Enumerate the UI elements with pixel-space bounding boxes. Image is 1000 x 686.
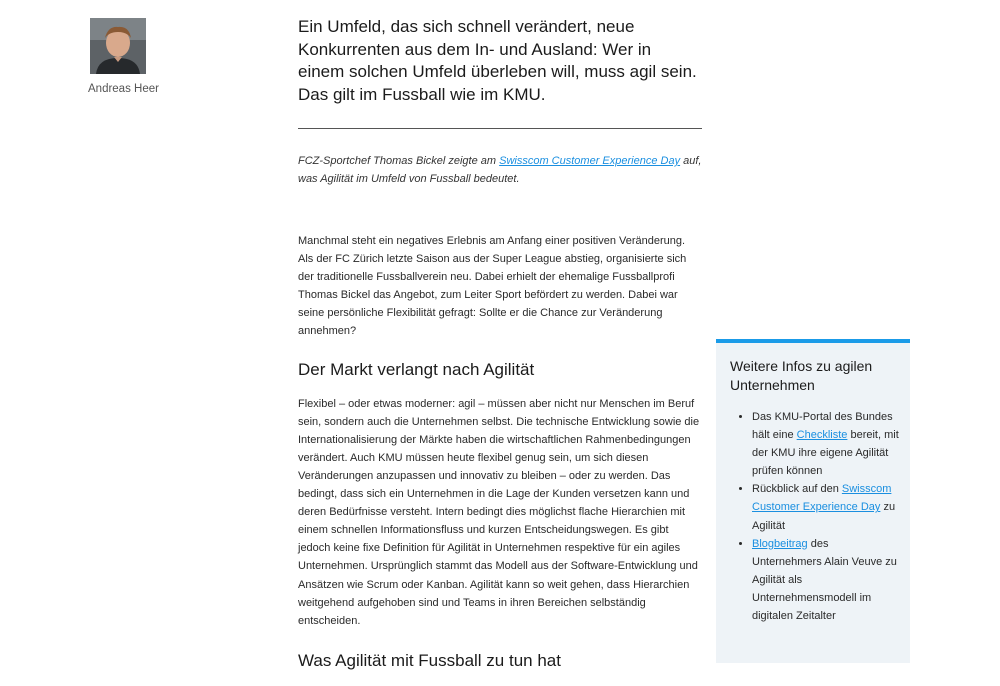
item-text-after: zu Agilität (752, 501, 896, 532)
info-box-title: Weitere Infos zu agilen Unternehmen (730, 358, 873, 393)
author-block (88, 18, 188, 95)
article-lead: Ein Umfeld, das sich schnell verändert, neue Konkurrenten aus dem In- und Ausland: Wer in einem solchen Umfeld überleben will, muss agil sein. Das gilt im Fussball wie im KMU. (298, 16, 702, 129)
list-item (752, 408, 900, 480)
list-item (752, 535, 900, 625)
customer-experience-day-link[interactable]: Swisscom Customer Experience Day (499, 155, 681, 167)
customer-experience-day-link[interactable]: Swisscom Customer Experience Day (752, 483, 892, 514)
author-name: Andreas Heer (88, 83, 159, 95)
item-text-before: Das KMU-Portal des Bundes hält eine (752, 411, 893, 442)
info-box-list (716, 408, 910, 625)
caption-text-before: FCZ-Sportchef Thomas Bickel zeigte am (298, 155, 500, 167)
info-box (716, 339, 910, 663)
item-text-after: bereit, mit der KMU ihre eigene Agilität prüfen können (752, 429, 899, 478)
checkliste-link[interactable]: Checkliste (796, 429, 848, 442)
video-caption (298, 152, 702, 188)
avatar (90, 18, 146, 74)
caption-text-after: auf, was Agilität im Umfeld von Fussball bedeutet. (298, 155, 702, 185)
heading-markt-agilitaet: Der Markt verlangt nach Agilität (298, 359, 535, 379)
article-body (298, 16, 702, 686)
list-item (752, 480, 900, 534)
item-text-after: des Unternehmers Alain Veuve zu Agilität als Unternehmensmodell im digitalen Zeitalter (752, 537, 897, 623)
paragraph-intro: Manchmal steht ein negatives Erlebnis am Anfang einer positiven Veränderung. Als der FC Zürich letzte Saison aus der Super League abstieg, organisierte sich der traditionelle Fussballverein neu. Dabei erhielt der ehemalige Fussballprofi Thomas Bickel das Angebot, zum Leiter Sport befördert zu werden. Dabei war seine persönliche Flexibilität gefragt: Sollte er die Chance zur Veränderung annehmen? (298, 235, 687, 338)
item-text-before: Rückblick auf den (752, 483, 842, 496)
paragraph-flexibel: Flexibel – oder etwas moderner: agil – müssen aber nicht nur Menschen im Beruf sein, sondern auch die Unternehmen selbst. Die technische Entwicklung sowie die Internationalisierung der Märkte haben die wirtschaftlichen Rahmenbedingungen verändert. Auch KMU müssen heute flexibel genug sein, um sich diesen Veränderungen anzupassen und innovativ zu bleiben – oder zu werden. Das bedingt, dass sich ein Unternehmen in die Lage der Kunden versetzen kann und deren Bedürfnisse versteht. Intern bedingt dies möglichst flache Hierarchien mit einem schnellen Informationsfluss und kurzen Entscheidungswegen. Es gibt jedoch keine fixe Definition für Agilität in Unternehmen respektive für ein agiles Unternehmen. Ursprünglich stammt das Modell aus der Software-Entwicklung und Ansätzen wie Scrum oder Kanban. Agilität kann so weit gehen, dass Hierarchien weitgehend aufgehoben sind und Teams in ihren Bereichen selbständig entscheiden. (298, 397, 700, 627)
author-photo (90, 18, 146, 74)
blogbeitrag-link[interactable]: Blogbeitrag (752, 537, 808, 550)
heading-agilitaet-fussball: Was Agilität mit Fussball zu tun hat (298, 650, 561, 670)
